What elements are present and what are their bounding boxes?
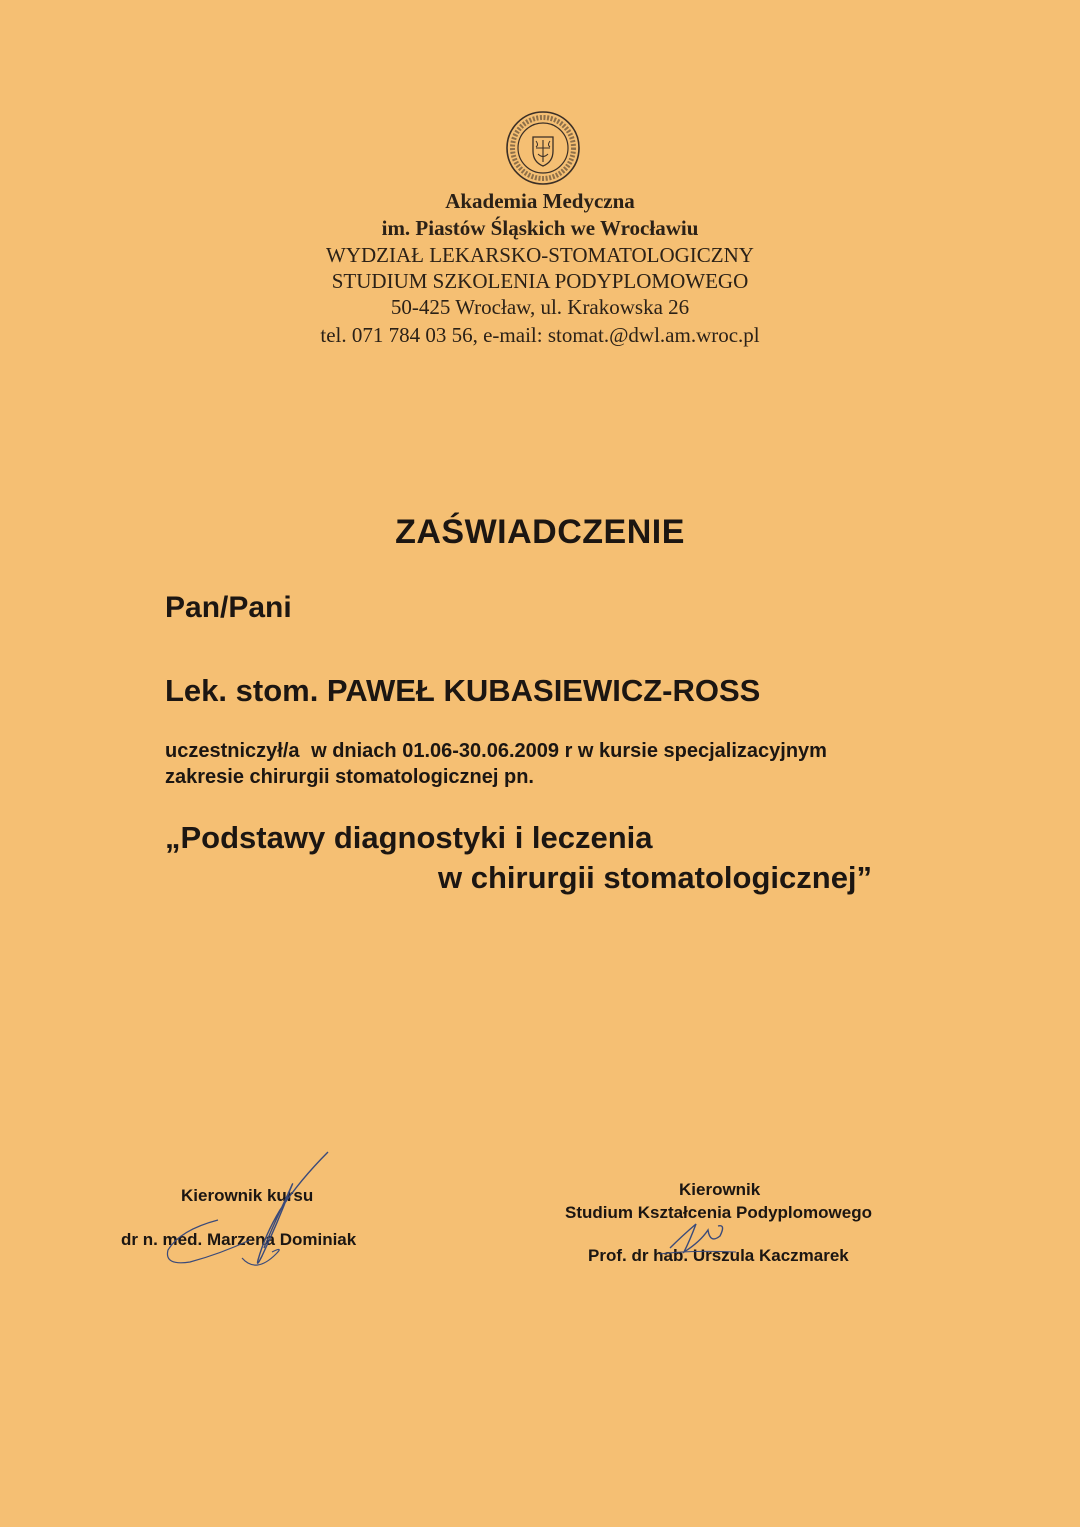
participated-text: uczestniczył/a	[165, 740, 300, 762]
course-title-line-1: „Podstawy diagnostyki i leczenia	[165, 820, 653, 855]
right-signatory-unit: Studium Kształcenia Podyplomowego	[565, 1203, 872, 1222]
course-intro: r w kursie specjalizacyjnym	[564, 740, 827, 762]
document-title: ZAŚWIADCZENIE	[395, 513, 685, 551]
right-signatory-role: Kierownik	[679, 1180, 761, 1199]
institution-name: Akademia Medyczna	[445, 189, 635, 213]
course-title-line-2: w chirurgii stomatologicznej”	[438, 860, 873, 895]
right-handwritten-signature	[640, 1210, 760, 1270]
left-signatory-name: dr n. med. Marzena Dominiak	[121, 1230, 357, 1249]
university-seal-icon	[505, 110, 581, 186]
recipient-name: Lek. stom. PAWEŁ KUBASIEWICZ-ROSS	[165, 673, 761, 708]
course-dates: 01.06-30.06.2009	[402, 740, 560, 762]
address: 50-425 Wrocław, ul. Krakowska 26	[390, 295, 690, 319]
salutation: Pan/Pani	[165, 591, 292, 624]
left-signatory-role: Kierownik kursu	[181, 1186, 314, 1205]
unit-name: STUDIUM SZKOLENIA PODYPLOMOWEGO	[331, 269, 749, 293]
faculty-name: WYDZIAŁ LEKARSKO-STOMATOLOGICZNY	[326, 243, 754, 267]
institution-patron: im. Piastów Śląskich we Wrocławiu	[381, 216, 699, 240]
contact-info: tel. 071 784 03 56, e-mail: stomat.@dwl.am.wroc.pl	[320, 323, 760, 347]
left-handwritten-signature	[160, 1150, 350, 1280]
dates-prefix: w dniach	[311, 740, 397, 762]
participation-line	[165, 740, 827, 763]
scope-line: zakresie chirurgii stomatologicznej pn.	[165, 766, 534, 788]
right-signatory-name: Prof. dr hab. Urszula Kaczmarek	[588, 1246, 849, 1265]
